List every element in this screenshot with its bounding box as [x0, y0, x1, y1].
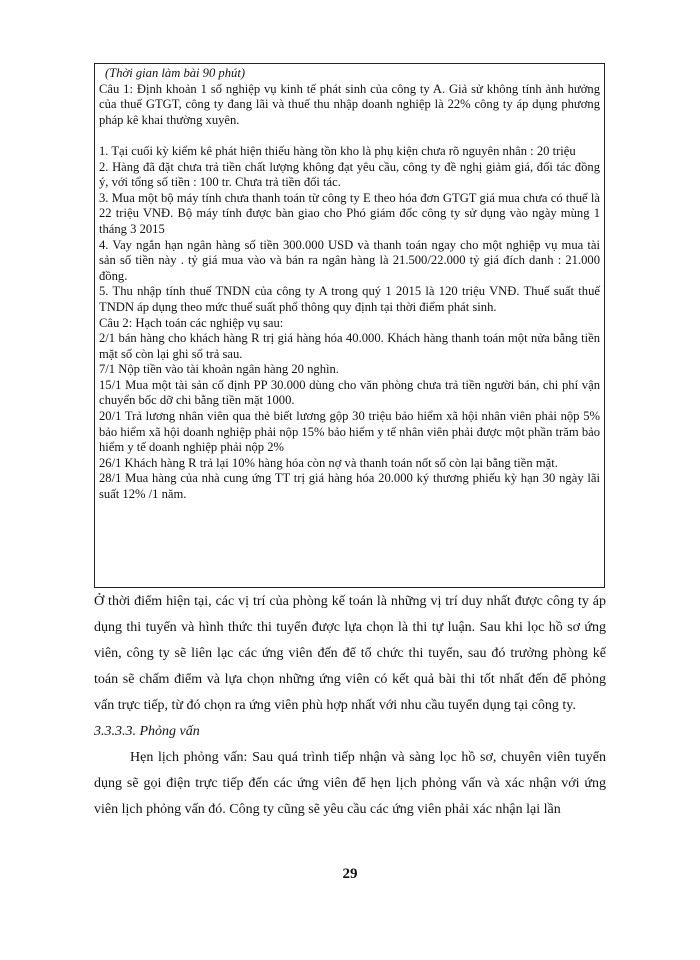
question-1-item: 3. Mua một bộ máy tính chưa thanh toán từ công ty E theo hóa đơn GTGT giá mua chưa có thuế là 22 triệu VNĐ. Bộ máy tính được bàn giao cho Phó giám đốc công ty sử dụng vào ngày mùng 1 tháng 3 2015	[99, 190, 600, 236]
section-heading: 3.3.3.3. Phỏng vấn	[94, 724, 200, 739]
blank-line	[99, 128, 600, 144]
question-2-item: 15/1 Mua một tài sản cố định PP 30.000 dùng cho văn phòng chưa trả tiền người bán, chi phí vận chuyển bốc dỡ chi bằng tiền mặt 1000.	[99, 377, 600, 408]
question-2-item: 28/1 Mua hàng của nhà cung ứng TT trị giá hàng hóa 20.000 ký thương phiếu kỳ hạn 30 ngày lãi suất 12% /1 năm.	[99, 471, 600, 502]
question-1-item: 2. Hàng đã đặt chưa trả tiền chất lượng không đạt yêu cầu, công ty đề nghị giảm giá, đối tác đồng ý, với tổng số tiền : 100 tr. Chưa trả tiền đối tác.	[99, 159, 600, 190]
question-2-header: Câu 2: Hạch toán các nghiệp vụ sau:	[99, 315, 284, 330]
question-2-item: 26/1 Khách hàng R trả lại 10% hàng hóa còn nợ và thanh toán nốt số còn lại bằng tiền mặt.	[99, 455, 558, 470]
question-1-item: 1. Tại cuối kỳ kiểm kê phát hiện thiếu hàng tồn kho là phụ kiện chưa rõ nguyên nhân : 20 triệu	[99, 143, 576, 158]
exam-question-box	[94, 63, 605, 588]
body-paragraph: Ở thời điểm hiện tại, các vị trí của phòng kế toán là những vị trí duy nhất được công ty áp dụng thi tuyển và hình thức thi tuyển được lựa chọn là thi tự luận. Sau khi lọc hồ sơ ứng viên, công ty sẽ liên lạc các ứng viên đến để tổ chức thi tuyển, sau đó trưởng phòng kế toán sẽ chấm điểm và lựa chọn những ứng viên có kết quả bài thi tốt nhất đến để phỏng vấn trực tiếp, từ đó chọn ra ứng viên phù hợp nhất với nhu cầu tuyển dụng tại công ty.	[94, 594, 606, 713]
question-1-item: 4. Vay ngắn hạn ngân hàng số tiền 300.000 USD và thanh toán ngay cho một nghiệp vụ mua tài sản số tiền này . tỷ giá mua vào và bán ra ngân hàng là 21.500/22.000 tỷ giá đích danh : 21.000 đồng.	[99, 237, 600, 283]
question-1-item: 5. Thu nhập tính thuế TNDN của công ty A trong quý 1 2015 là 120 triệu VNĐ. Thuế suất thuế TNDN áp dụng theo mức thuế suất phổ thông quy định tại thời điểm phát sinh.	[99, 284, 600, 314]
question-1-header: Câu 1: Định khoản 1 số nghiệp vụ kinh tế phát sinh của công ty A. Giả sử không tính ảnh hưởng của thuế GTGT, công ty đang lãi và thuế thu nhập doanh nghiệp là 22% công ty áp dụng phương pháp kê khai thường xuyên.	[99, 81, 600, 127]
question-2-item: 20/1 Trả lương nhân viên qua thẻ biết lương gộp 30 triệu bảo hiểm xã hội nhân viên phải nộp 5% bảo hiểm xã hội doanh nghiệp phải nộp 15% bảo hiểm y tế nhân viên phải được một phần trăm bảo hiểm y tế doanh nghiệp phải nộp 2%	[99, 409, 600, 455]
question-2-item: 7/1 Nộp tiền vào tài khoản ngân hàng 20 nghìn.	[99, 362, 339, 377]
exam-time-note: (Thời gian làm bài 90 phút)	[105, 66, 246, 80]
body-text	[94, 589, 606, 823]
question-2-item: 2/1 bán hàng cho khách hàng R trị giá hàng hóa 40.000. Khách hàng thanh toán một nửa bằng tiền mặt số còn lại ghi sổ trả sau.	[99, 331, 600, 361]
body-paragraph: Hẹn lịch phỏng vấn: Sau quá trình tiếp nhận và sàng lọc hồ sơ, chuyên viên tuyển dụng sẽ gọi điện trực tiếp đến các ứng viên để hẹn lịch phỏng vấn và xác nhận với ứng viên lịch phỏng vấn đó. Công ty cũng sẽ yêu cầu các ứng viên phải xác nhận lại lần	[94, 750, 606, 817]
page-number: 29	[342, 866, 358, 882]
